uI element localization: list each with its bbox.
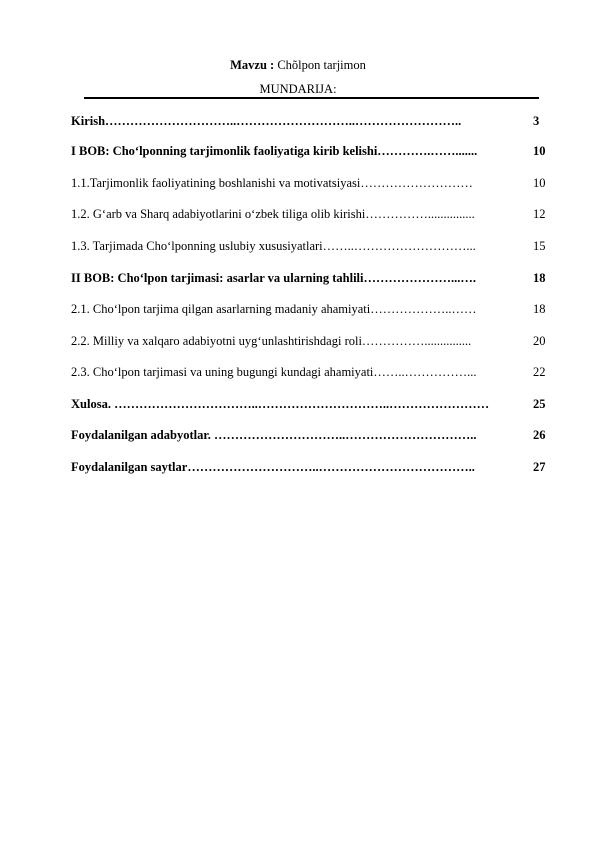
toc-entry-page: 12 <box>533 207 546 221</box>
toc-entry-page: 3 <box>533 114 540 128</box>
toc-entry-text: 2.3. Cho‘lpon tarjimasi va uning bugungi kundagi ahamiyati……..……………... <box>71 365 477 379</box>
toc-entry <box>71 174 555 192</box>
toc-entry-text: 1.2. G‘arb va Sharq adabiyotlarini o‘zbek tiliga olib kirishi……………............... <box>71 207 475 221</box>
toc-entry <box>71 205 555 223</box>
toc-entry-text: 1.3. Tarjimada Cho‘lponning uslubiy xususiyatlari……..………………………... <box>71 239 476 253</box>
toc-entry-page: 26 <box>533 428 546 442</box>
toc-entry <box>71 269 555 287</box>
toc-entry <box>71 363 555 381</box>
title-divider <box>84 97 539 99</box>
toc-entry-text: II BOB: Cho‘lpon tarjimasi: asarlar va ularning tahlili…………………...…. <box>71 271 477 285</box>
toc-entry-page: 18 <box>533 271 546 285</box>
toc-entry <box>71 426 555 444</box>
toc-entry <box>71 112 555 130</box>
toc-entry-page: 10 <box>533 176 546 190</box>
toc-entry-page: 10 <box>533 144 546 158</box>
toc-entry-page: 22 <box>533 365 546 379</box>
toc-title: MUNDARIJA: <box>259 82 337 96</box>
toc-entry <box>71 237 555 255</box>
toc-entry <box>71 142 555 160</box>
toc-entry-text: 1.1.Tarjimonlik faoliyatining boshlanishi va motivatsiyasi……………………… <box>71 176 473 190</box>
toc-entry-text: I BOB: Cho‘lponning tarjimonlik faoliyatiga kirib kelishi………….……....... <box>71 144 478 158</box>
toc-entry-page: 27 <box>533 460 546 474</box>
topic-value: Chõlpon tarjimon <box>277 58 366 72</box>
toc-entry <box>71 395 555 413</box>
topic-line <box>0 58 596 73</box>
toc-entry <box>71 300 555 318</box>
toc-entry-page: 15 <box>533 239 546 253</box>
topic-label: Mavzu : <box>230 58 275 72</box>
toc-entry-page: 18 <box>533 302 546 316</box>
toc-entry-text: Foydalanilgan adabyotlar. …………………………..………………………….. <box>71 428 477 442</box>
toc-entry-text: Foydalanilgan saytlar…………………………..……………………………….. <box>71 460 475 474</box>
toc-entry-text: 2.1. Cho‘lpon tarjima qilgan asarlarning madaniy ahamiyati………………..…… <box>71 302 477 316</box>
toc-entry <box>71 458 555 476</box>
toc-entry-text: 2.2. Milliy va xalqaro adabiyotni uyg‘unlashtirishdagi roli……………............... <box>71 334 472 348</box>
toc-entry-text: Kirish…………………………..………………………..…………………….. <box>71 114 462 128</box>
toc-entry-page: 25 <box>533 397 546 411</box>
toc-entry <box>71 332 555 350</box>
toc-entry-page: 20 <box>533 334 546 348</box>
toc-entry-text: Xulosa. ……………………………..…………………………..…………………… <box>71 397 490 411</box>
